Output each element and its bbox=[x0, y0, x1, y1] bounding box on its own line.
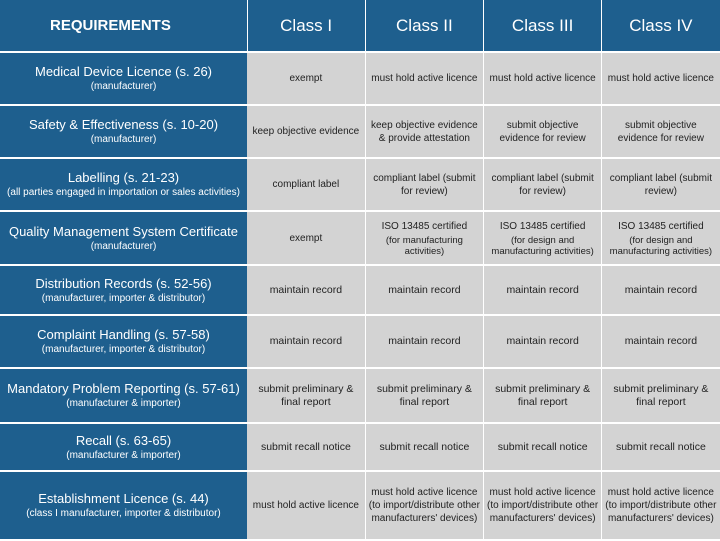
header-requirements: REQUIREMENTS bbox=[0, 0, 247, 52]
row-subtitle: (manufacturer) bbox=[90, 81, 157, 92]
cell-class-ii: maintain record bbox=[365, 265, 483, 315]
row-label-qms bbox=[0, 211, 247, 265]
row-label-labelling bbox=[0, 158, 247, 211]
row-subtitle: (manufacturer) bbox=[90, 134, 157, 145]
table-row bbox=[0, 265, 720, 315]
row-label-licence bbox=[0, 52, 247, 105]
row-label-complaint bbox=[0, 315, 247, 368]
row-subtitle: (manufacturer) bbox=[90, 240, 157, 252]
header-class-i: Class I bbox=[247, 0, 365, 52]
table-row bbox=[0, 158, 720, 211]
cell-class-i: maintain record bbox=[247, 315, 365, 368]
cell-class-i: must hold active licence bbox=[247, 471, 365, 540]
row-subtitle: (manufacturer, importer & distributor) bbox=[41, 292, 206, 304]
row-title: Medical Device Licence (s. 26) bbox=[34, 64, 213, 79]
table-row bbox=[0, 471, 720, 540]
cell-class-i: maintain record bbox=[247, 265, 365, 315]
row-title: Establishment Licence (s. 44) bbox=[38, 491, 209, 506]
row-title: Recall (s. 63-65) bbox=[75, 432, 172, 448]
cell-class-iv: must hold active licence bbox=[602, 52, 720, 105]
cell-class-iv: maintain record bbox=[602, 315, 720, 368]
header-class-iv: Class IV bbox=[602, 0, 720, 52]
cell-class-ii: must hold active licence bbox=[365, 52, 483, 105]
iso-note: (for design and manufacturing activities) bbox=[491, 234, 594, 257]
cell-class-iii: must hold active licence bbox=[484, 52, 602, 105]
cell-class-ii: compliant label (submit for review) bbox=[365, 158, 483, 211]
row-label-problem-reporting bbox=[0, 368, 247, 423]
cell-class-ii: maintain record bbox=[365, 315, 483, 368]
cell-class-iv bbox=[602, 211, 720, 265]
iso-certified: ISO 13485 certified bbox=[499, 220, 586, 232]
cell-class-iii bbox=[484, 211, 602, 265]
table-row bbox=[0, 423, 720, 471]
table-row bbox=[0, 368, 720, 423]
row-label-distribution bbox=[0, 265, 247, 315]
row-subtitle: (manufacturer, importer & distributor) bbox=[41, 344, 206, 355]
cell-class-iv: compliant label (submit review) bbox=[602, 158, 720, 211]
row-subtitle: (class I manufacturer, importer & distributor) bbox=[26, 508, 221, 519]
cell-class-iii: submit recall notice bbox=[484, 423, 602, 471]
cell-class-iii: submit preliminary & final report bbox=[484, 368, 602, 423]
row-title: Distribution Records (s. 52-56) bbox=[35, 275, 212, 291]
iso-note: (for design and manufacturing activities) bbox=[609, 234, 713, 257]
cell-class-iv: submit recall notice bbox=[602, 423, 720, 471]
row-subtitle: (all parties engaged in importation or sales activities) bbox=[7, 187, 240, 198]
cell-class-i: exempt bbox=[247, 52, 365, 105]
row-title: Mandatory Problem Reporting (s. 57-61) bbox=[7, 381, 240, 396]
table-row bbox=[0, 211, 720, 265]
cell-class-iii: must hold active licence (to import/distribute other manufacturers' devices) bbox=[484, 471, 602, 540]
cell-class-ii bbox=[365, 211, 483, 265]
cell-class-i: compliant label bbox=[247, 158, 365, 211]
row-subtitle: (manufacturer & importer) bbox=[66, 449, 181, 461]
cell-class-i: submit recall notice bbox=[247, 423, 365, 471]
cell-class-i: keep objective evidence bbox=[247, 105, 365, 158]
row-title: Labelling (s. 21-23) bbox=[67, 170, 180, 185]
table-row bbox=[0, 315, 720, 368]
cell-class-ii: submit preliminary & final report bbox=[365, 368, 483, 423]
cell-class-iii: maintain record bbox=[484, 265, 602, 315]
header-row bbox=[0, 0, 720, 52]
table-row bbox=[0, 52, 720, 105]
cell-class-iv: must hold active licence (to import/distribute other manufacturers' devices) bbox=[602, 471, 720, 540]
cell-class-iv: maintain record bbox=[602, 265, 720, 315]
header-class-iii: Class III bbox=[484, 0, 602, 52]
cell-class-iv: submit preliminary & final report bbox=[602, 368, 720, 423]
row-title: Complaint Handling (s. 57-58) bbox=[37, 327, 210, 342]
cell-class-ii: keep objective evidence & provide attestation bbox=[365, 105, 483, 158]
table-row bbox=[0, 105, 720, 158]
cell-class-i: submit preliminary & final report bbox=[247, 368, 365, 423]
cell-class-iii: maintain record bbox=[484, 315, 602, 368]
iso-certified: ISO 13485 certified bbox=[618, 220, 704, 232]
iso-certified: ISO 13485 certified bbox=[381, 220, 468, 232]
header-class-ii: Class II bbox=[365, 0, 483, 52]
row-label-safety bbox=[0, 105, 247, 158]
cell-class-ii: must hold active licence (to import/distribute other manufacturers' devices) bbox=[365, 471, 483, 540]
cell-class-iii: submit objective evidence for review bbox=[484, 105, 602, 158]
cell-class-iii: compliant label (submit for review) bbox=[484, 158, 602, 211]
row-label-establishment bbox=[0, 471, 247, 540]
row-title: Quality Management System Certificate bbox=[8, 223, 239, 239]
row-label-recall bbox=[0, 423, 247, 471]
cell-class-i: exempt bbox=[247, 211, 365, 265]
iso-note: (for manufacturing activities) bbox=[385, 234, 463, 257]
row-title: Safety & Effectiveness (s. 10-20) bbox=[28, 117, 219, 132]
cell-class-iv: submit objective evidence for review bbox=[602, 105, 720, 158]
row-subtitle: (manufacturer & importer) bbox=[66, 398, 181, 409]
cell-class-ii: submit recall notice bbox=[365, 423, 483, 471]
